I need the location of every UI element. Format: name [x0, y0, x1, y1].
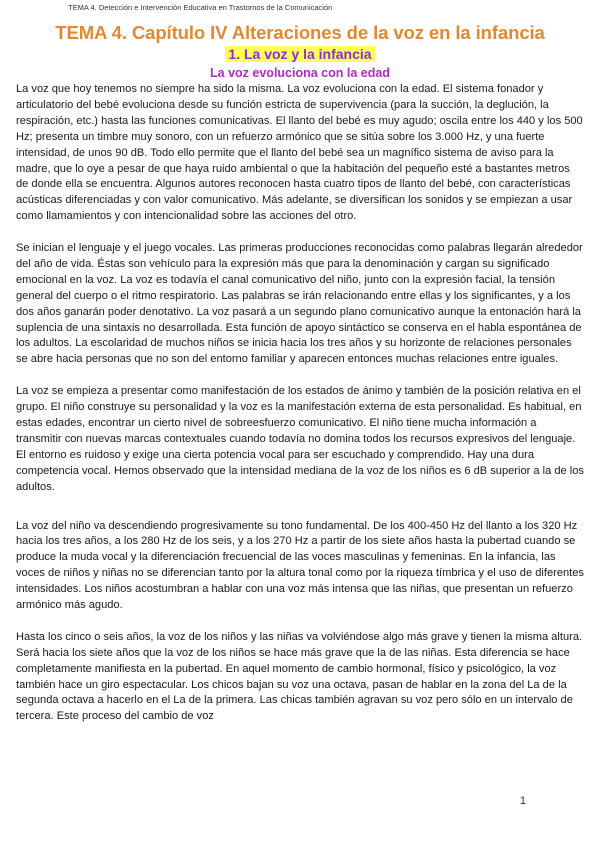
section-heading	[0, 46, 600, 62]
section-heading-text: 1. La voz y la infancia	[225, 46, 374, 62]
subsection-heading: La voz evoluciona con la edad	[210, 66, 390, 80]
page-header: TEMA 4. Detección e Intervención Educativa en Trastornos de la Comunicación	[68, 3, 333, 12]
paragraph: Se inician el lenguaje y el juego vocales. Las primeras producciones reconocidas como palabras llegarán alrededor del año de vida. Éstas son vehículo para la expresión más que para la denominación y cargan su significado emocional en la voz. La voz es todavía el canal comunicativo del niño, junto con la expresión facial, la tensión general del cuerpo o el ritmo respiratorio. Las palabras se irán relacionando entre ellas y los significantes, y a los dos años ganarán poder denotativo. La voz pasará a un segundo plano comunicativo aunque la entonación hará la suplencia de una sintaxis no desarrollada. Esta función de apoyo sintáctico se conserva en el habla espontánea de los adultos. La escolaridad de muchos niños se inicia hacia los tres años y su horizonte de relaciones personales se abre hacia personas que no son del entorno familiar y aparecen entonces muchas relaciones entre iguales.	[16, 242, 583, 366]
paragraph: La voz se empieza a presentar como manifestación de los estados de ánimo y también de la posición relativa en el grupo. El niño construye su personalidad y la voz es la manifestación externa de esta personalidad. Es habitual, en estas edades, encontrar un cierto nivel de sobreesfuerzo comunicativo. El niño tiene mucha información a transmitir con nuevas marcas contextuales cuando todavía no domina todos los recursos expresivos del lenguaje. El entorno es ruidoso y exige una cierta potencia vocal para ser escuchado y comprendido. Hay una dura competencia vocal. Hemos observado que la intensidad mediana de la voz de los niños es 6 dB superior a la de los adultos.	[16, 385, 584, 493]
paragraph: La voz que hoy tenemos no siempre ha sido la misma. La voz evoluciona con la edad. El sistema fonador y articulatorio del bebé evoluciona desde su función estricta de supervivencia (para la succión, la deglución, la respiración, etc.) hasta las funciones comunicativas. El llanto del bebé es muy agudo; oscila entre los 440 y los 500 Hz; presenta un timbre muy sonoro, con un refuerzo armónico que se sitúa sobre los 3.000 Hz, y una fuerte intensidad, de unos 90 dB. Todo ello permite que el llanto del bebé sea un magnífico sistema de aviso para la madre, que lo oye a pesar de que haya ruido ambiental o que la habitación del pequeño esté a bastantes metros de donde ella se encuentra. Algunos autores reconocen hasta cuatro tipos de llanto del bebé, con características acústicas diferenciadas y con valor comunicativo. Más adelante, se diversifican los sonidos y se empiezan a usar como llamamientos y con intencionalidad sobre las acciones del otro.	[16, 83, 583, 223]
paragraph: Hasta los cinco o seis años, la voz de los niños y las niñas va volviéndose algo más grave y tienen la misma altura. Será hacia los siete años que la voz de los niños se hace más grave que la de las niñas. Esta diferencia se hace completamente manifiesta en la pubertad. En aquel momento de cambio hormonal, físico y psicológico, la voz también hace un giro espectacular. Los chicos bajan su voz una octava, pasan de hablar en la zona del La de la segunda octava a hacerlo en el La de la primera. Las chicas también agravan su voz pero sólo en un intervalo de tercera. Este proceso del cambio de voz	[16, 630, 583, 723]
paragraph: La voz del niño va descendiendo progresivamente su tono fundamental. De los 400-450 Hz del llanto a los 320 Hz hacia los tres años, a los 280 Hz de los seis, y a los 270 Hz a partir de los siete años hasta la pubertad cuando se produce la muda vocal y la diferenciación frecuencial de las voces masculinas y femeninas. En la infancia, las voces de niños y niñas no se diferencian tanto por la altura tonal como por la riqueza tímbrica y el uso de diferentes intensidades. Los niños acostumbran a hablar con una voz más intensa que las niñas, que presentan un refuerzo armónico más agudo.	[16, 519, 584, 612]
page-number: 1	[519, 795, 526, 807]
document-title: TEMA 4. Capítulo IV Alteraciones de la voz en la infancia	[55, 22, 545, 43]
body-text	[16, 82, 584, 741]
